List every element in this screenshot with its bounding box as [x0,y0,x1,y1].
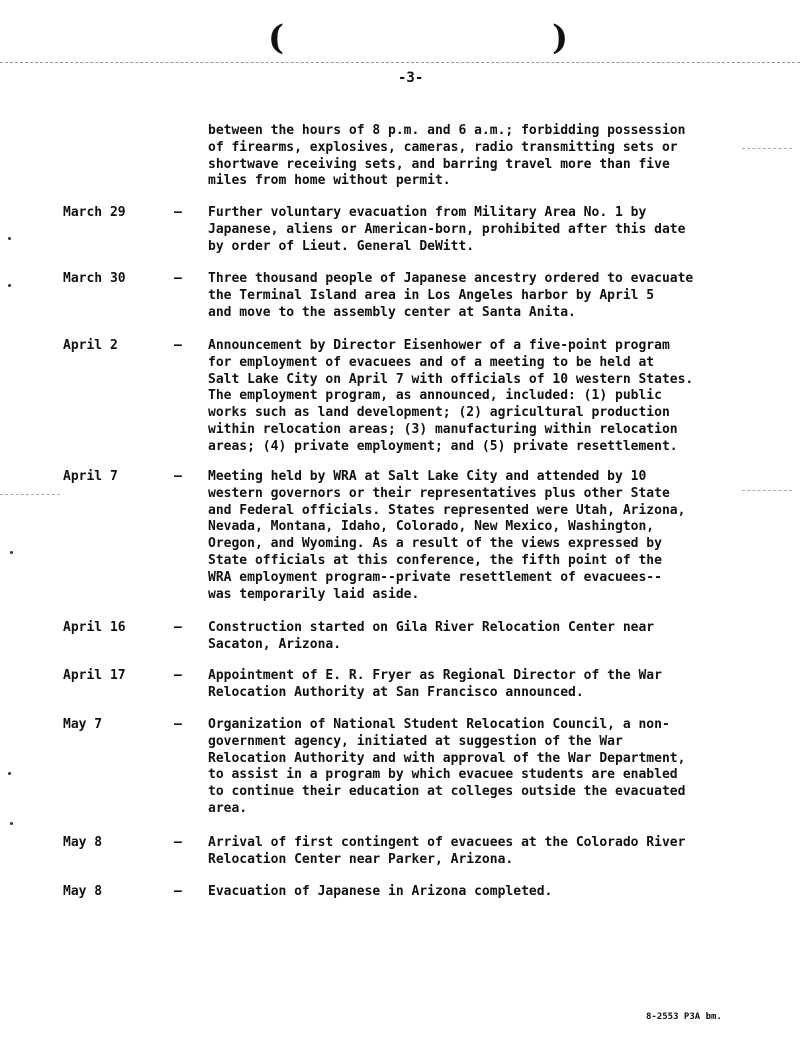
top-divider [0,62,800,63]
entry-text: Arrival of first contingent of evacuees at the Colorado River Relocation Center near Parker, Arizona. [208,835,686,867]
scan-speck [10,822,13,825]
entry-text: Three thousand people of Japanese ancestry ordered to evacuate the Terminal Island area in Los Angeles harbor by April 5 and move to the assembly center at Santa Anita. [208,271,694,320]
entry-dash: — [174,717,182,732]
entry-date: April 17 [63,668,126,683]
entry-dash: — [174,620,182,635]
entry-text: Evacuation of Japanese in Arizona completed. [208,884,553,899]
entry-text: between the hours of 8 p.m. and 6 a.m.; forbidding possession of firearms, explosives, cameras, radio transmitting sets or shortwave receiving sets, and barring travel more than five miles from home without permit. [208,123,686,189]
right-punch-hole: ) [552,18,569,58]
entry-dash: — [174,205,182,220]
entry-dash: — [174,835,182,850]
entry-date: April 2 [63,338,118,353]
entry-text: Announcement by Director Eisenhower of a five-point program for employment of evacuees and of a meeting to be held at Salt Lake City on April 7 with officials of 10 western States. The employment program, as announced, included: (1) public works such as land development; (2) agricultural production within relocation areas; (3) manufacturing within relocation areas; (4) private employment; and (5) private resettlement. [208,338,694,454]
entry-dash: — [174,271,182,286]
scan-artifact-line [0,494,60,495]
scan-artifact-line [742,490,792,491]
entry-text: Further voluntary evacuation from Military Area No. 1 by Japanese, aliens or American-born, prohibited after this date by order of Lieut. General DeWitt. [208,205,686,254]
entry-date: May 8 [63,835,103,850]
entry-text: Organization of National Student Relocation Council, a non- government agency, initiated at suggestion of the War Relocation Authority and with approval of the War Department, to assist in a program by which evacuee students are enabled to continue their education at colleges outside the evacuated area. [208,717,686,816]
entry-dash: — [174,884,182,899]
entry-date: May 7 [63,717,103,732]
scan-speck [8,284,11,287]
entry-text: Construction started on Gila River Relocation Center near Sacaton, Arizona. [208,620,655,652]
entry-dash: — [174,469,182,484]
left-punch-hole: ( [268,18,285,58]
entry-date: March 29 [63,205,126,220]
scan-speck [10,551,13,554]
entry-date: April 7 [63,469,118,484]
scan-speck [8,772,11,775]
entry-dash: — [174,338,182,353]
page-number: -3- [398,70,424,86]
footer-code: 8-2553 P3A bm. [646,1012,722,1022]
entry-date: May 8 [63,884,103,899]
scan-speck [8,237,11,240]
scan-artifact-line [742,148,792,149]
entry-text: Meeting held by WRA at Salt Lake City and attended by 10 western governors or their representatives plus other State and Federal officials. States represented were Utah, Arizona, Nevada, Montana, Idaho, Colorado, New Mexico, Washington, Oregon, and Wyoming. As a result of the views expressed by State officials at this conference, the fifth point of the WRA employment program--private resettlement of evacuees-- was temporarily laid aside. [208,469,686,602]
entry-dash: — [174,668,182,683]
entry-date: April 16 [63,620,126,635]
entry-text: Appointment of E. R. Fryer as Regional Director of the War Relocation Authority at San Francisco announced. [208,668,662,700]
entry-date: March 30 [63,271,126,286]
